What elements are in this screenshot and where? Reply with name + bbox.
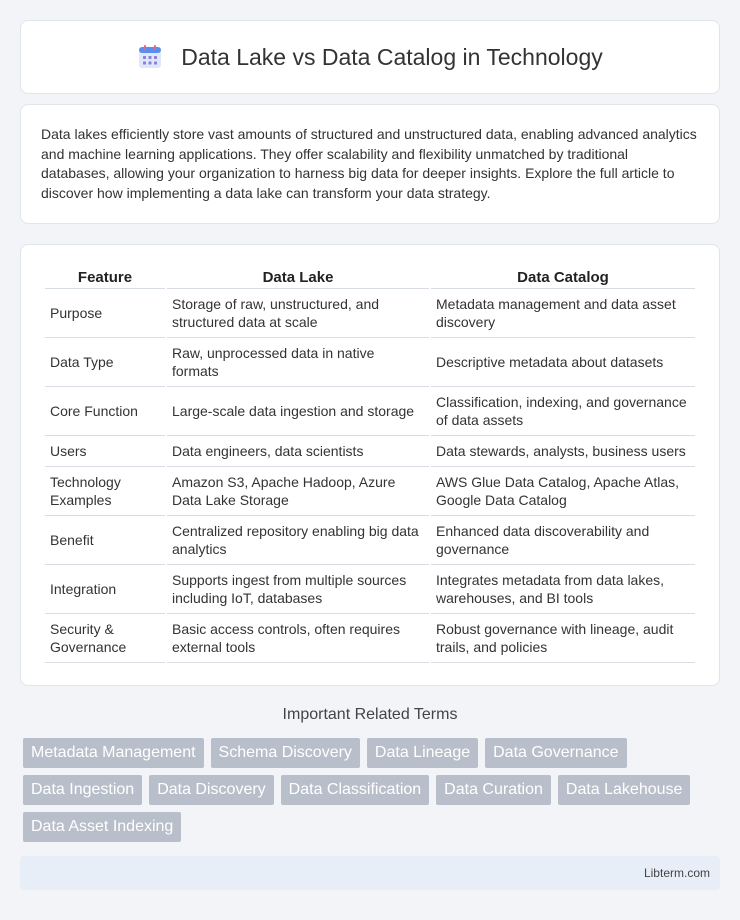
related-term-tag[interactable]: Schema Discovery	[211, 738, 360, 768]
data-lake-cell: Storage of raw, unstructured, and structured data at scale	[167, 289, 429, 338]
feature-cell: Users	[45, 436, 165, 467]
feature-cell: Core Function	[45, 387, 165, 436]
related-term-tag[interactable]: Data Classification	[281, 775, 430, 805]
data-lake-cell: Amazon S3, Apache Hadoop, Azure Data Lake Storage	[167, 467, 429, 516]
title-card	[20, 20, 720, 94]
related-term-tag[interactable]: Data Asset Indexing	[23, 812, 181, 842]
related-term-tag[interactable]: Data Lakehouse	[558, 775, 691, 805]
column-header-data-lake: Data Lake	[167, 265, 429, 289]
intro-paragraph: Data lakes efficiently store vast amounts of structured and unstructured data, enabling advanced analytics and machine learning applications. They offer scalability and flexibility unmatched by traditional databases, allowing your organization to harness big data for deeper insights. Explore the full article to discover how implementing a data lake can transform your data strategy.	[41, 126, 697, 201]
feature-cell: Integration	[45, 565, 165, 614]
table-header-row	[45, 265, 695, 289]
intro-card	[20, 104, 720, 224]
table-row	[45, 565, 695, 614]
table-row	[45, 387, 695, 436]
page-title: Data Lake vs Data Catalog in Technology	[181, 43, 603, 70]
data-catalog-cell: AWS Glue Data Catalog, Apache Atlas, Google Data Catalog	[431, 467, 695, 516]
data-lake-cell: Raw, unprocessed data in native formats	[167, 338, 429, 387]
comparison-card	[20, 244, 720, 686]
data-catalog-cell: Enhanced data discoverability and governance	[431, 516, 695, 565]
feature-cell: Benefit	[45, 516, 165, 565]
related-term-tag[interactable]: Data Governance	[485, 738, 626, 768]
column-header-data-catalog: Data Catalog	[431, 265, 695, 289]
feature-cell: Data Type	[45, 338, 165, 387]
data-lake-cell: Supports ingest from multiple sources including IoT, databases	[167, 565, 429, 614]
data-catalog-cell: Metadata management and data asset discovery	[431, 289, 695, 338]
data-catalog-cell: Data stewards, analysts, business users	[431, 436, 695, 467]
data-lake-cell: Centralized repository enabling big data analytics	[167, 516, 429, 565]
column-header-feature: Feature	[45, 265, 165, 289]
related-term-tag[interactable]: Data Discovery	[149, 775, 273, 805]
related-term-tag[interactable]: Data Ingestion	[23, 775, 142, 805]
feature-cell: Security & Governance	[45, 614, 165, 663]
table-row	[45, 516, 695, 565]
related-terms-list	[23, 738, 723, 842]
data-catalog-cell: Integrates metadata from data lakes, warehouses, and BI tools	[431, 565, 695, 614]
table-row	[45, 338, 695, 387]
data-lake-cell: Basic access controls, often requires external tools	[167, 614, 429, 663]
related-term-tag[interactable]: Data Curation	[436, 775, 551, 805]
data-catalog-cell: Robust governance with lineage, audit trails, and policies	[431, 614, 695, 663]
feature-cell: Purpose	[45, 289, 165, 338]
related-term-tag[interactable]: Metadata Management	[23, 738, 204, 768]
table-row	[45, 467, 695, 516]
data-catalog-cell: Classification, indexing, and governance of data assets	[431, 387, 695, 436]
footer	[20, 856, 720, 890]
footer-site-link[interactable]: Libterm.com	[643, 866, 710, 880]
related-terms-title: Important Related Terms	[282, 706, 458, 723]
data-catalog-cell: Descriptive metadata about datasets	[431, 338, 695, 387]
table-row	[45, 289, 695, 338]
data-lake-cell: Large-scale data ingestion and storage	[167, 387, 429, 436]
data-lake-cell: Data engineers, data scientists	[167, 436, 429, 467]
feature-cell: Technology Examples	[45, 467, 165, 516]
related-term-tag[interactable]: Data Lineage	[367, 738, 478, 768]
calendar-grid-icon	[137, 44, 163, 70]
table-row	[45, 436, 695, 467]
comparison-table	[43, 265, 697, 663]
table-row	[45, 614, 695, 663]
